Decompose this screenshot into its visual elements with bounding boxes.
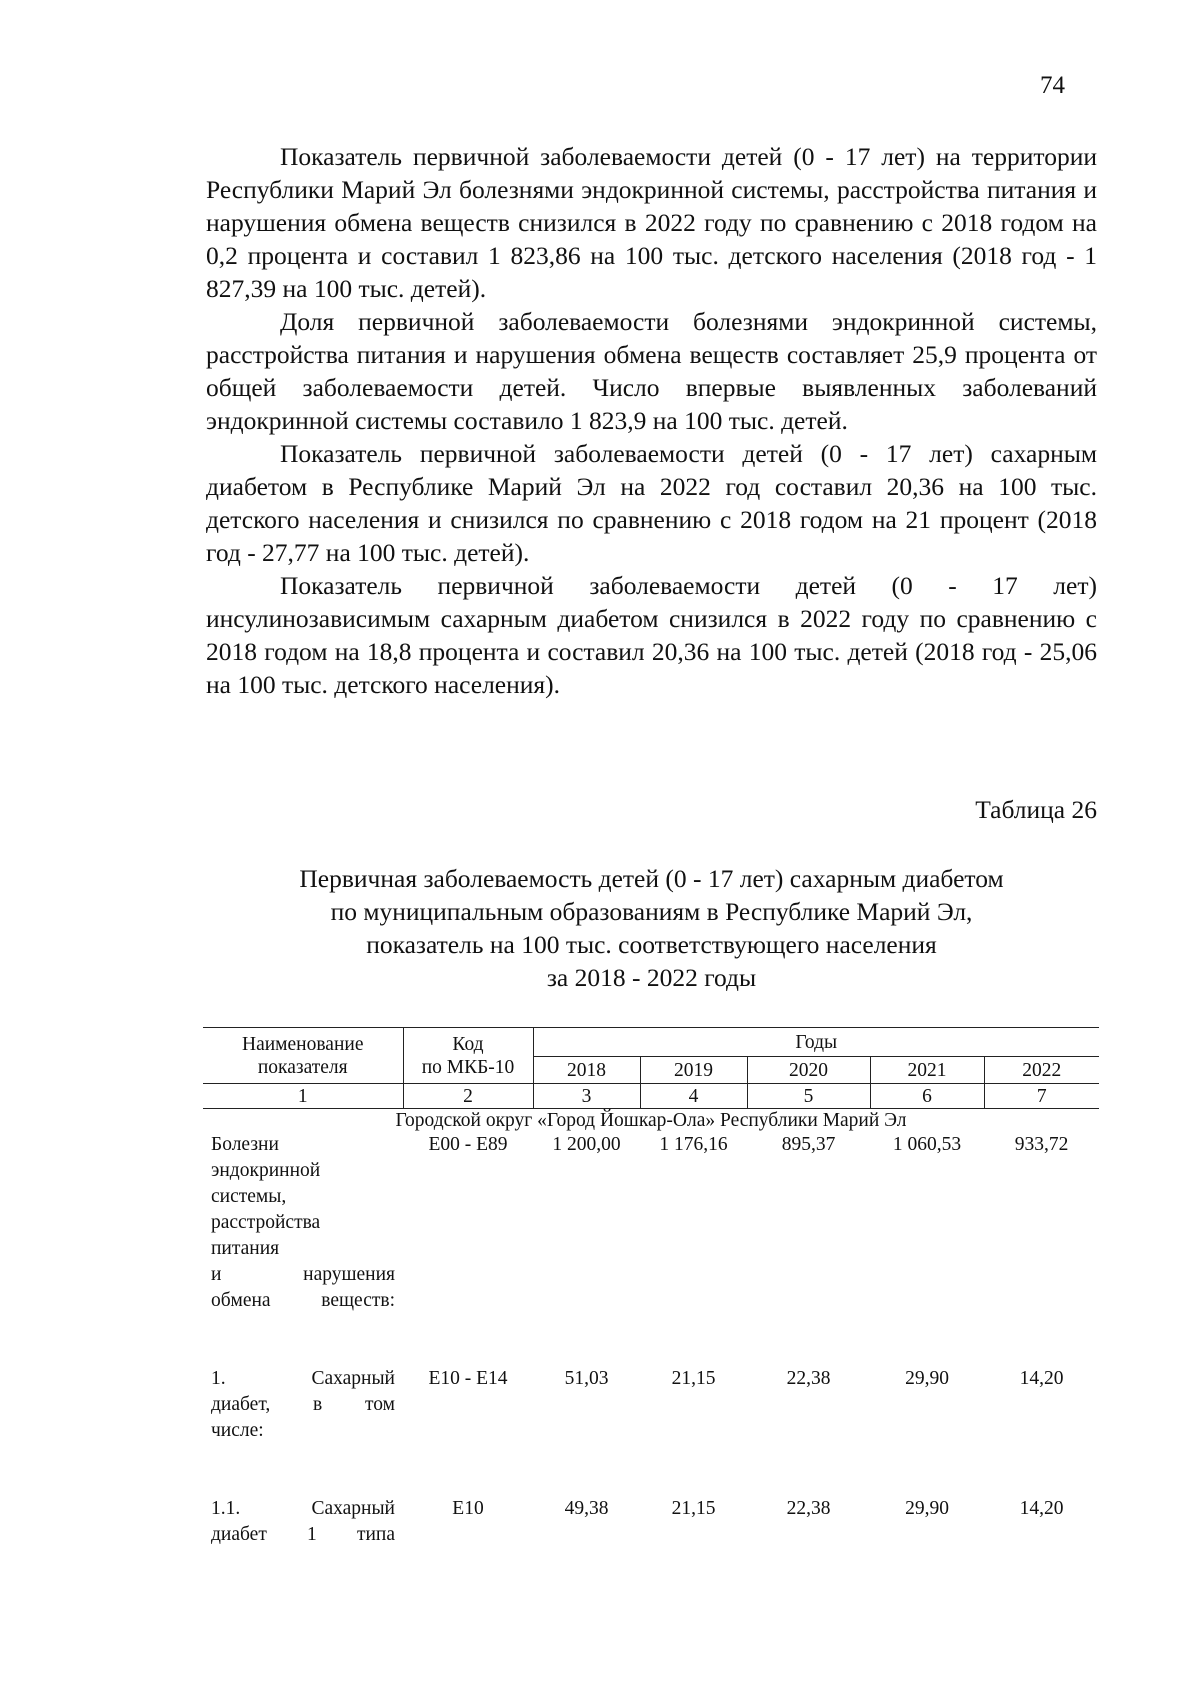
row-value: 933,72 bbox=[1014, 1134, 1069, 1155]
header-year: 2021 bbox=[870, 1057, 984, 1084]
table-label: Таблица 26 bbox=[975, 795, 1097, 824]
column-number: 5 bbox=[747, 1084, 870, 1109]
row-value: 22,38 bbox=[786, 1368, 831, 1389]
paragraph: Показатель первичной заболеваемости детей (0 - 17 лет) сахарным диабетом в Республике Марий Эл на 2022 год составил 20,36 на 100 тыс. детского населения и снизился по сравнению с 2018 годом на 21 процент (2018 год - 27,77 на 100 тыс. детей). bbox=[206, 439, 1097, 567]
header-year: 2020 bbox=[747, 1057, 870, 1084]
row-value: 1 060,53 bbox=[892, 1134, 962, 1155]
row-name-line: эндокринной bbox=[211, 1160, 321, 1181]
row-value: 1 176,16 bbox=[659, 1134, 728, 1155]
paragraph: Доля первичной заболеваемости болезнями эндокринной системы, расстройства питания и нарушения обмена веществ составляет 25,9 процента от общей заболеваемости детей. Число впервые выявленных заболеваний эндокринной системы составило 1 823,9 на 100 тыс. детей. bbox=[206, 307, 1097, 435]
row-value: 21,15 bbox=[671, 1368, 716, 1389]
column-number: 1 bbox=[203, 1084, 403, 1109]
table-title-line: по муниципальным образованиям в Республике Марий Эл, bbox=[330, 897, 973, 926]
table-title bbox=[206, 862, 1097, 994]
header-name-line2: показателя bbox=[257, 1056, 348, 1078]
row-name-line: 1. Сахарный bbox=[211, 1368, 395, 1389]
section-row bbox=[203, 1109, 1099, 1133]
column-number: 7 bbox=[984, 1084, 1099, 1109]
column-number: 2 bbox=[403, 1084, 533, 1109]
column-number: 4 bbox=[640, 1084, 747, 1109]
table-title-line: Первичная заболеваемость детей (0 - 17 лет) сахарным диабетом bbox=[299, 864, 1004, 893]
row-value: 29,90 bbox=[905, 1498, 949, 1519]
table-title-line: показатель на 100 тыс. соответствующего населения bbox=[366, 930, 937, 959]
row-name bbox=[203, 1496, 403, 1548]
row-name-line: диабет 1 типа bbox=[211, 1524, 395, 1545]
header-year: 2019 bbox=[640, 1057, 747, 1084]
row-gap bbox=[203, 1314, 1099, 1366]
table-title-line: за 2018 - 2022 годы bbox=[546, 963, 757, 992]
row-name-line: 1.1. Сахарный bbox=[211, 1498, 395, 1519]
row-value: 22,38 bbox=[786, 1498, 831, 1519]
table-row bbox=[203, 1132, 1099, 1314]
row-name bbox=[203, 1366, 403, 1444]
row-code: E10 - E14 bbox=[428, 1368, 508, 1389]
row-name-line: Болезни bbox=[211, 1134, 279, 1155]
row-value: 895,37 bbox=[781, 1134, 836, 1155]
row-name bbox=[203, 1132, 403, 1314]
page-number: 74 bbox=[1040, 72, 1065, 99]
row-value: 49,38 bbox=[564, 1498, 609, 1519]
row-value: 1 200,00 bbox=[552, 1134, 621, 1155]
row-value: 51,03 bbox=[564, 1368, 609, 1389]
column-numbers-row bbox=[203, 1084, 1099, 1109]
paragraph: Показатель первичной заболеваемости детей (0 - 17 лет) инсулинозависимым сахарным диабетом снизился в 2022 году по сравнению с 2018 годом на 18,8 процента и составил 20,36 на 100 тыс. детей (2018 год - 25,06 на 100 тыс. детского населения). bbox=[206, 571, 1097, 699]
header-years-label: Годы bbox=[533, 1028, 1099, 1057]
header-year: 2022 bbox=[984, 1057, 1099, 1084]
row-name-line: диабет, в том bbox=[211, 1394, 395, 1415]
row-value: 14,20 bbox=[1019, 1368, 1064, 1389]
header-name-line1: Наименование bbox=[242, 1033, 364, 1055]
column-number: 3 bbox=[533, 1084, 640, 1109]
body-text bbox=[206, 140, 1097, 701]
paragraph: Показатель первичной заболеваемости детей (0 - 17 лет) на территории Республики Марий Эл болезнями эндокринной системы, расстройства питания и нарушения обмена веществ снизился в 2022 году по сравнению с 2018 годом на 0,2 процента и составил 1 823,86 на 100 тыс. детского населения (2018 год - 1 827,39 на 100 тыс. детей). bbox=[206, 142, 1097, 303]
row-value: 21,15 bbox=[671, 1498, 716, 1519]
row-name-line: системы, bbox=[211, 1186, 287, 1207]
row-value: 29,90 bbox=[905, 1368, 949, 1389]
row-name-line: обмена веществ: bbox=[211, 1290, 395, 1311]
header-code-line1: Код bbox=[452, 1033, 484, 1055]
column-number: 6 bbox=[870, 1084, 984, 1109]
row-name-line: расстройства bbox=[211, 1212, 321, 1233]
row-value: 14,20 bbox=[1019, 1498, 1064, 1519]
header-code-line2: по МКБ-10 bbox=[421, 1056, 515, 1078]
row-name-line: питания bbox=[211, 1238, 280, 1259]
header-name-cell bbox=[203, 1028, 403, 1084]
data-table bbox=[203, 1027, 1099, 1548]
table-header-row bbox=[203, 1028, 1099, 1057]
header-code-cell bbox=[403, 1028, 533, 1084]
row-code: E10 bbox=[452, 1498, 484, 1519]
table-row bbox=[203, 1496, 1099, 1548]
row-name-line: и нарушения bbox=[211, 1264, 395, 1285]
table-row bbox=[203, 1366, 1099, 1444]
row-name-line: числе: bbox=[211, 1420, 264, 1441]
row-code: E00 - E89 bbox=[428, 1134, 508, 1155]
header-year: 2018 bbox=[533, 1057, 640, 1084]
section-title: Городской округ «Город Йошкар-Ола» Республики Марий Эл bbox=[395, 1110, 907, 1131]
row-gap bbox=[203, 1444, 1099, 1496]
